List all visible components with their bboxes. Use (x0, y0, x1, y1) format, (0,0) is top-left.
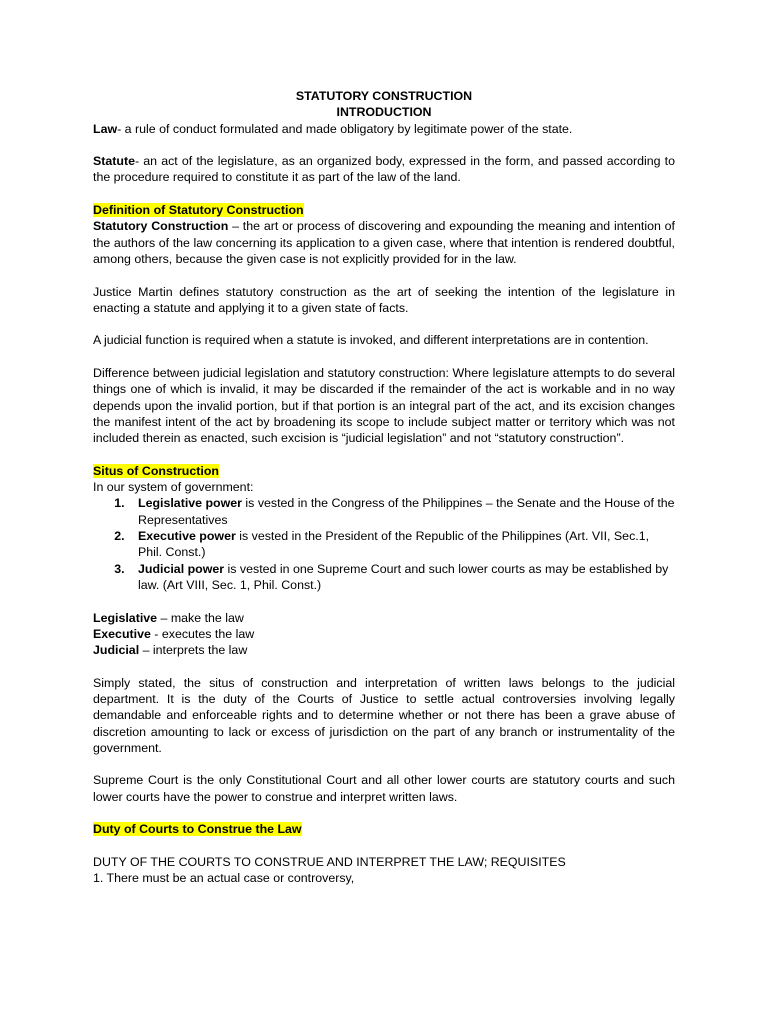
situs-highlighted-heading: Situs of Construction (93, 463, 219, 478)
legislative-power-text: is vested in the Congress of the Philippines – the Senate and the House of the Representatives (138, 496, 675, 527)
justice-martin-paragraph: Justice Martin defines statutory construction as the art of seeking the intention of the legislature in enacting a statute and applying it to a given state of facts. (93, 284, 675, 315)
duty-section-heading (93, 821, 675, 837)
powers-list-item (128, 561, 675, 594)
powers-list-item (128, 528, 675, 561)
supreme-court-paragraph: Supreme Court is the only Constitutional Court and all other lower courts are statutory courts and such lower courts have the power to construe and interpret written laws. (93, 773, 675, 804)
law-text: - a rule of conduct formulated and made obligatory by legitimate power of the state. (117, 121, 573, 136)
executive-power-text: is vested in the President of the Republic of the Philippines (Art. VII, Sec.1, Phil. Const.) (138, 529, 650, 560)
duty-subheading: DUTY OF THE COURTS TO CONSTRUE AND INTERPRET THE LAW; REQUISITES (93, 854, 566, 869)
branch-text: - executes the law (150, 626, 255, 641)
document-title: STATUTORY CONSTRUCTION (295, 89, 473, 103)
executive-power-term: Executive power (138, 529, 236, 544)
branch-term: Legislative (93, 610, 158, 625)
statutory-construction-text: – the art or process of discovering and expounding the meaning and intention of the authors of the law concerning its application to a given case, where that intention is rendered doubtful, among others, because the given case is not explicitly provided for in the law. (93, 219, 675, 266)
statute-term: Statute (93, 154, 135, 169)
document-page (93, 88, 675, 887)
branch-legislative (93, 610, 675, 626)
simply-stated-paragraph: Simply stated, the situs of construction and interpretation of written laws belongs to the judicial department. It is the duty of the Courts of Justice to settle actual controversies involving legally demandable and enforceable rights and to determine whether or not there has been a grave abuse of discretion amounting to lack or excess of jurisdiction on the part of any branch or instrumentality of the government. (93, 675, 675, 755)
branch-term: Judicial (93, 643, 140, 658)
situs-section-heading (93, 463, 675, 479)
statutory-construction-term: Statutory Construction (93, 219, 229, 234)
branch-executive (93, 626, 675, 642)
requisite-item: 1. There must be an actual case or controversy, (93, 871, 355, 886)
branch-text: – make the law (157, 610, 244, 625)
branch-judicial (93, 642, 675, 658)
duty-highlighted-heading: Duty of Courts to Construe the Law (93, 822, 302, 837)
judicial-function-paragraph: A judicial function is required when a statute is invoked, and different interpretations are in contention. (93, 333, 649, 348)
judicial-power-term: Judicial power (138, 561, 225, 576)
document-subtitle: INTRODUCTION (336, 105, 432, 120)
statutory-construction-definition (93, 218, 675, 267)
statute-text: - an act of the legislature, as an organized body, expressed in the form, and passed according to the procedure required to constitute it as part of the law of the land. (93, 154, 675, 185)
branch-term: Executive (93, 626, 151, 641)
definition-section-heading (93, 202, 675, 218)
situs-intro: In our system of government: (93, 480, 254, 495)
law-definition (93, 121, 675, 137)
legislative-power-term: Legislative power (138, 496, 242, 511)
definition-highlighted-heading: Definition of Statutory Construction (93, 203, 304, 218)
powers-list (93, 495, 675, 593)
difference-paragraph: Difference between judicial legislation and statutory construction: Where legislature attempts to do several things one of which is invalid, it may be discarded if the remainder of the act is workable and in no way depends upon the invalid portion, but if that portion is an integral part of the act, and its excision changes the manifest intent of the act by broadening its scope to include subject matter or territory which was not included therein as enacted, such excision is “judicial legislation” and not “statutory construction”. (93, 366, 675, 446)
powers-list-item (128, 495, 675, 528)
law-term: Law (93, 121, 118, 136)
statute-definition (93, 153, 675, 186)
judicial-power-text: is vested in one Supreme Court and such lower courts as may be established by law. (Art VIII, Sec. 1, Phil. Const.) (138, 561, 669, 592)
branch-text: – interprets the law (139, 643, 248, 658)
